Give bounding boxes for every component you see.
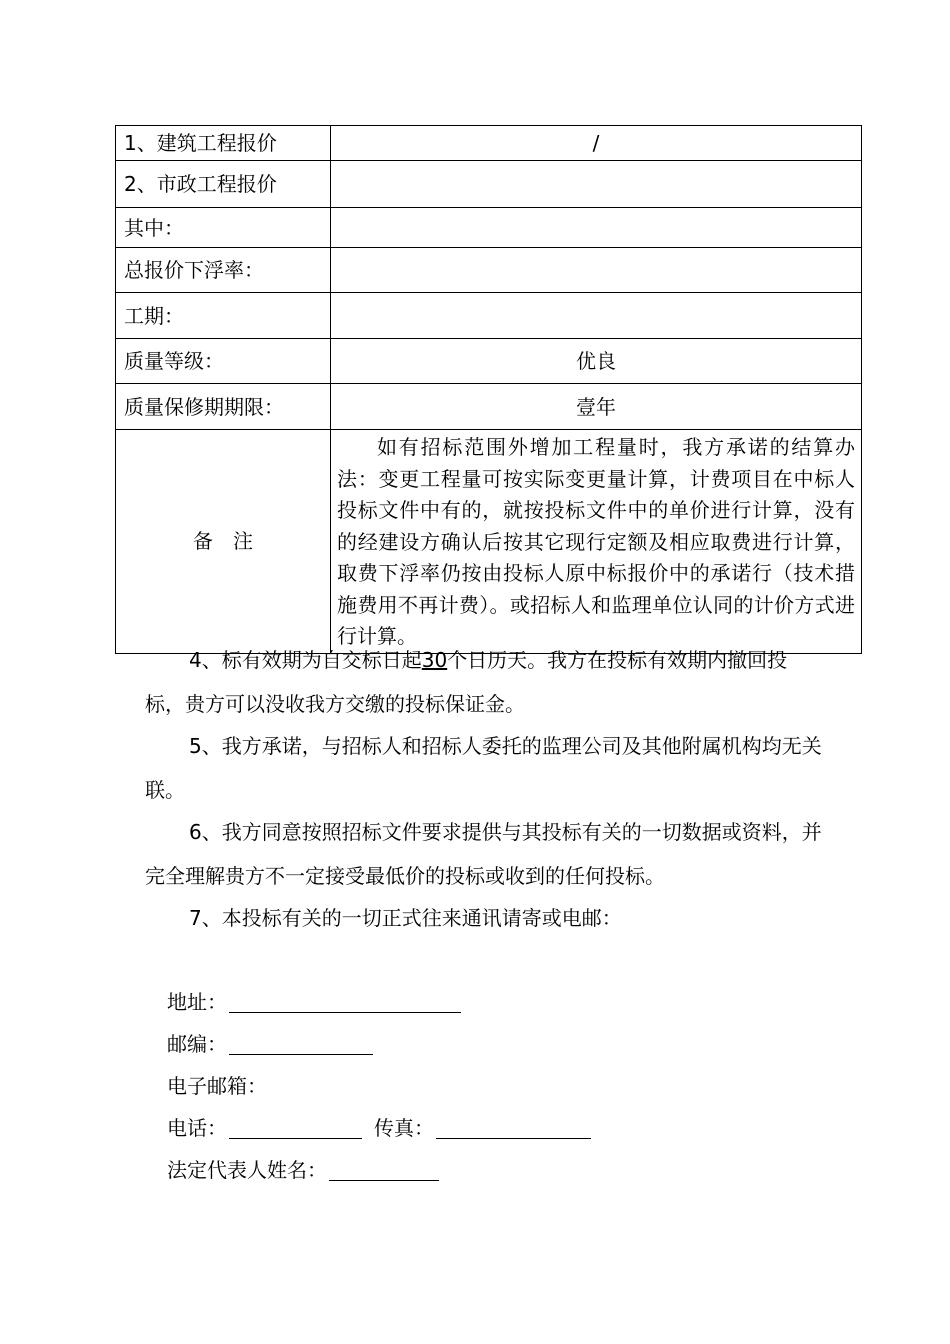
row-value: 优良 [331, 339, 862, 384]
p6-text: 6、我方同意按照招标文件要求提供与其投标有关的一切数据或资料，并完全理解贵方不一定接受最低价的投标或收到的任何投标。 [145, 820, 822, 888]
row-label: 2、市政工程报价 [116, 161, 331, 208]
table-row [116, 384, 862, 430]
phone-blank [229, 1116, 362, 1139]
legal-rep-blank [329, 1158, 439, 1181]
row-label: 质量等级： [116, 339, 331, 384]
postcode-blank [229, 1032, 373, 1055]
postcode-line [167, 1029, 373, 1059]
validity-days: 30 [421, 648, 448, 672]
row-value [331, 248, 862, 293]
remarks-cell [331, 430, 862, 654]
remarks-row [116, 430, 862, 654]
address-blank [229, 990, 461, 1013]
table-row [116, 208, 862, 248]
row-label: 其中： [116, 208, 331, 248]
email-label: 电子邮箱： [167, 1074, 267, 1098]
row-value [331, 161, 862, 208]
paragraph-7 [145, 896, 825, 940]
p4-suffix: 个日历天。我方在投标有效期内撤回投标，贵方可以没收我方交缴的投标保证金。 [145, 648, 788, 716]
table-row [116, 293, 862, 339]
p5-text: 5、我方承诺，与招标人和招标人委托的监理公司及其他附属机构均无关联。 [145, 734, 822, 802]
table-row [116, 161, 862, 208]
table-row [116, 126, 862, 161]
address-line [167, 987, 461, 1017]
row-label: 1、建筑工程报价 [116, 126, 331, 161]
fax-blank [436, 1116, 591, 1139]
p4-prefix: 4、标有效期为自交标日起 [189, 648, 422, 672]
bid-quote-table [115, 125, 862, 654]
paragraph-6 [145, 810, 825, 898]
row-value [331, 293, 862, 339]
postcode-label: 邮编： [167, 1032, 227, 1056]
table-row [116, 339, 862, 384]
remarks-label: 备 注 [116, 430, 331, 654]
row-label: 总报价下浮率： [116, 248, 331, 293]
row-value: 壹年 [331, 384, 862, 430]
table-row [116, 248, 862, 293]
phone-fax-line [167, 1113, 591, 1143]
paragraph-5 [145, 724, 825, 812]
row-label: 工期： [116, 293, 331, 339]
remarks-text: 如有招标范围外增加工程量时，我方承诺的结算办法：变更工程量可按实际变更量计算，计费项目在中标人投标文件中有的，就按投标文件中的单价进行计算，没有的经建设方确认后按其它现行定额及相应取费进行计算，取费下浮率仍按由投标人原中标报价中的承诺行（技术措施费用不再计费）。或招标人和监理单位认同的计价方式进行计算。 [337, 435, 855, 648]
legal-rep-label: 法定代表人姓名： [167, 1158, 327, 1182]
fax-label: 传真： [374, 1116, 434, 1140]
row-value [331, 208, 862, 248]
p7-text: 7、本投标有关的一切正式往来通讯请寄或电邮： [189, 906, 622, 930]
row-label: 质量保修期期限： [116, 384, 331, 430]
phone-label: 电话： [167, 1116, 227, 1140]
row-value: / [331, 126, 862, 161]
email-line [167, 1071, 267, 1101]
paragraph-4 [145, 638, 825, 726]
address-label: 地址： [167, 990, 227, 1014]
legal-rep-line [167, 1155, 439, 1185]
